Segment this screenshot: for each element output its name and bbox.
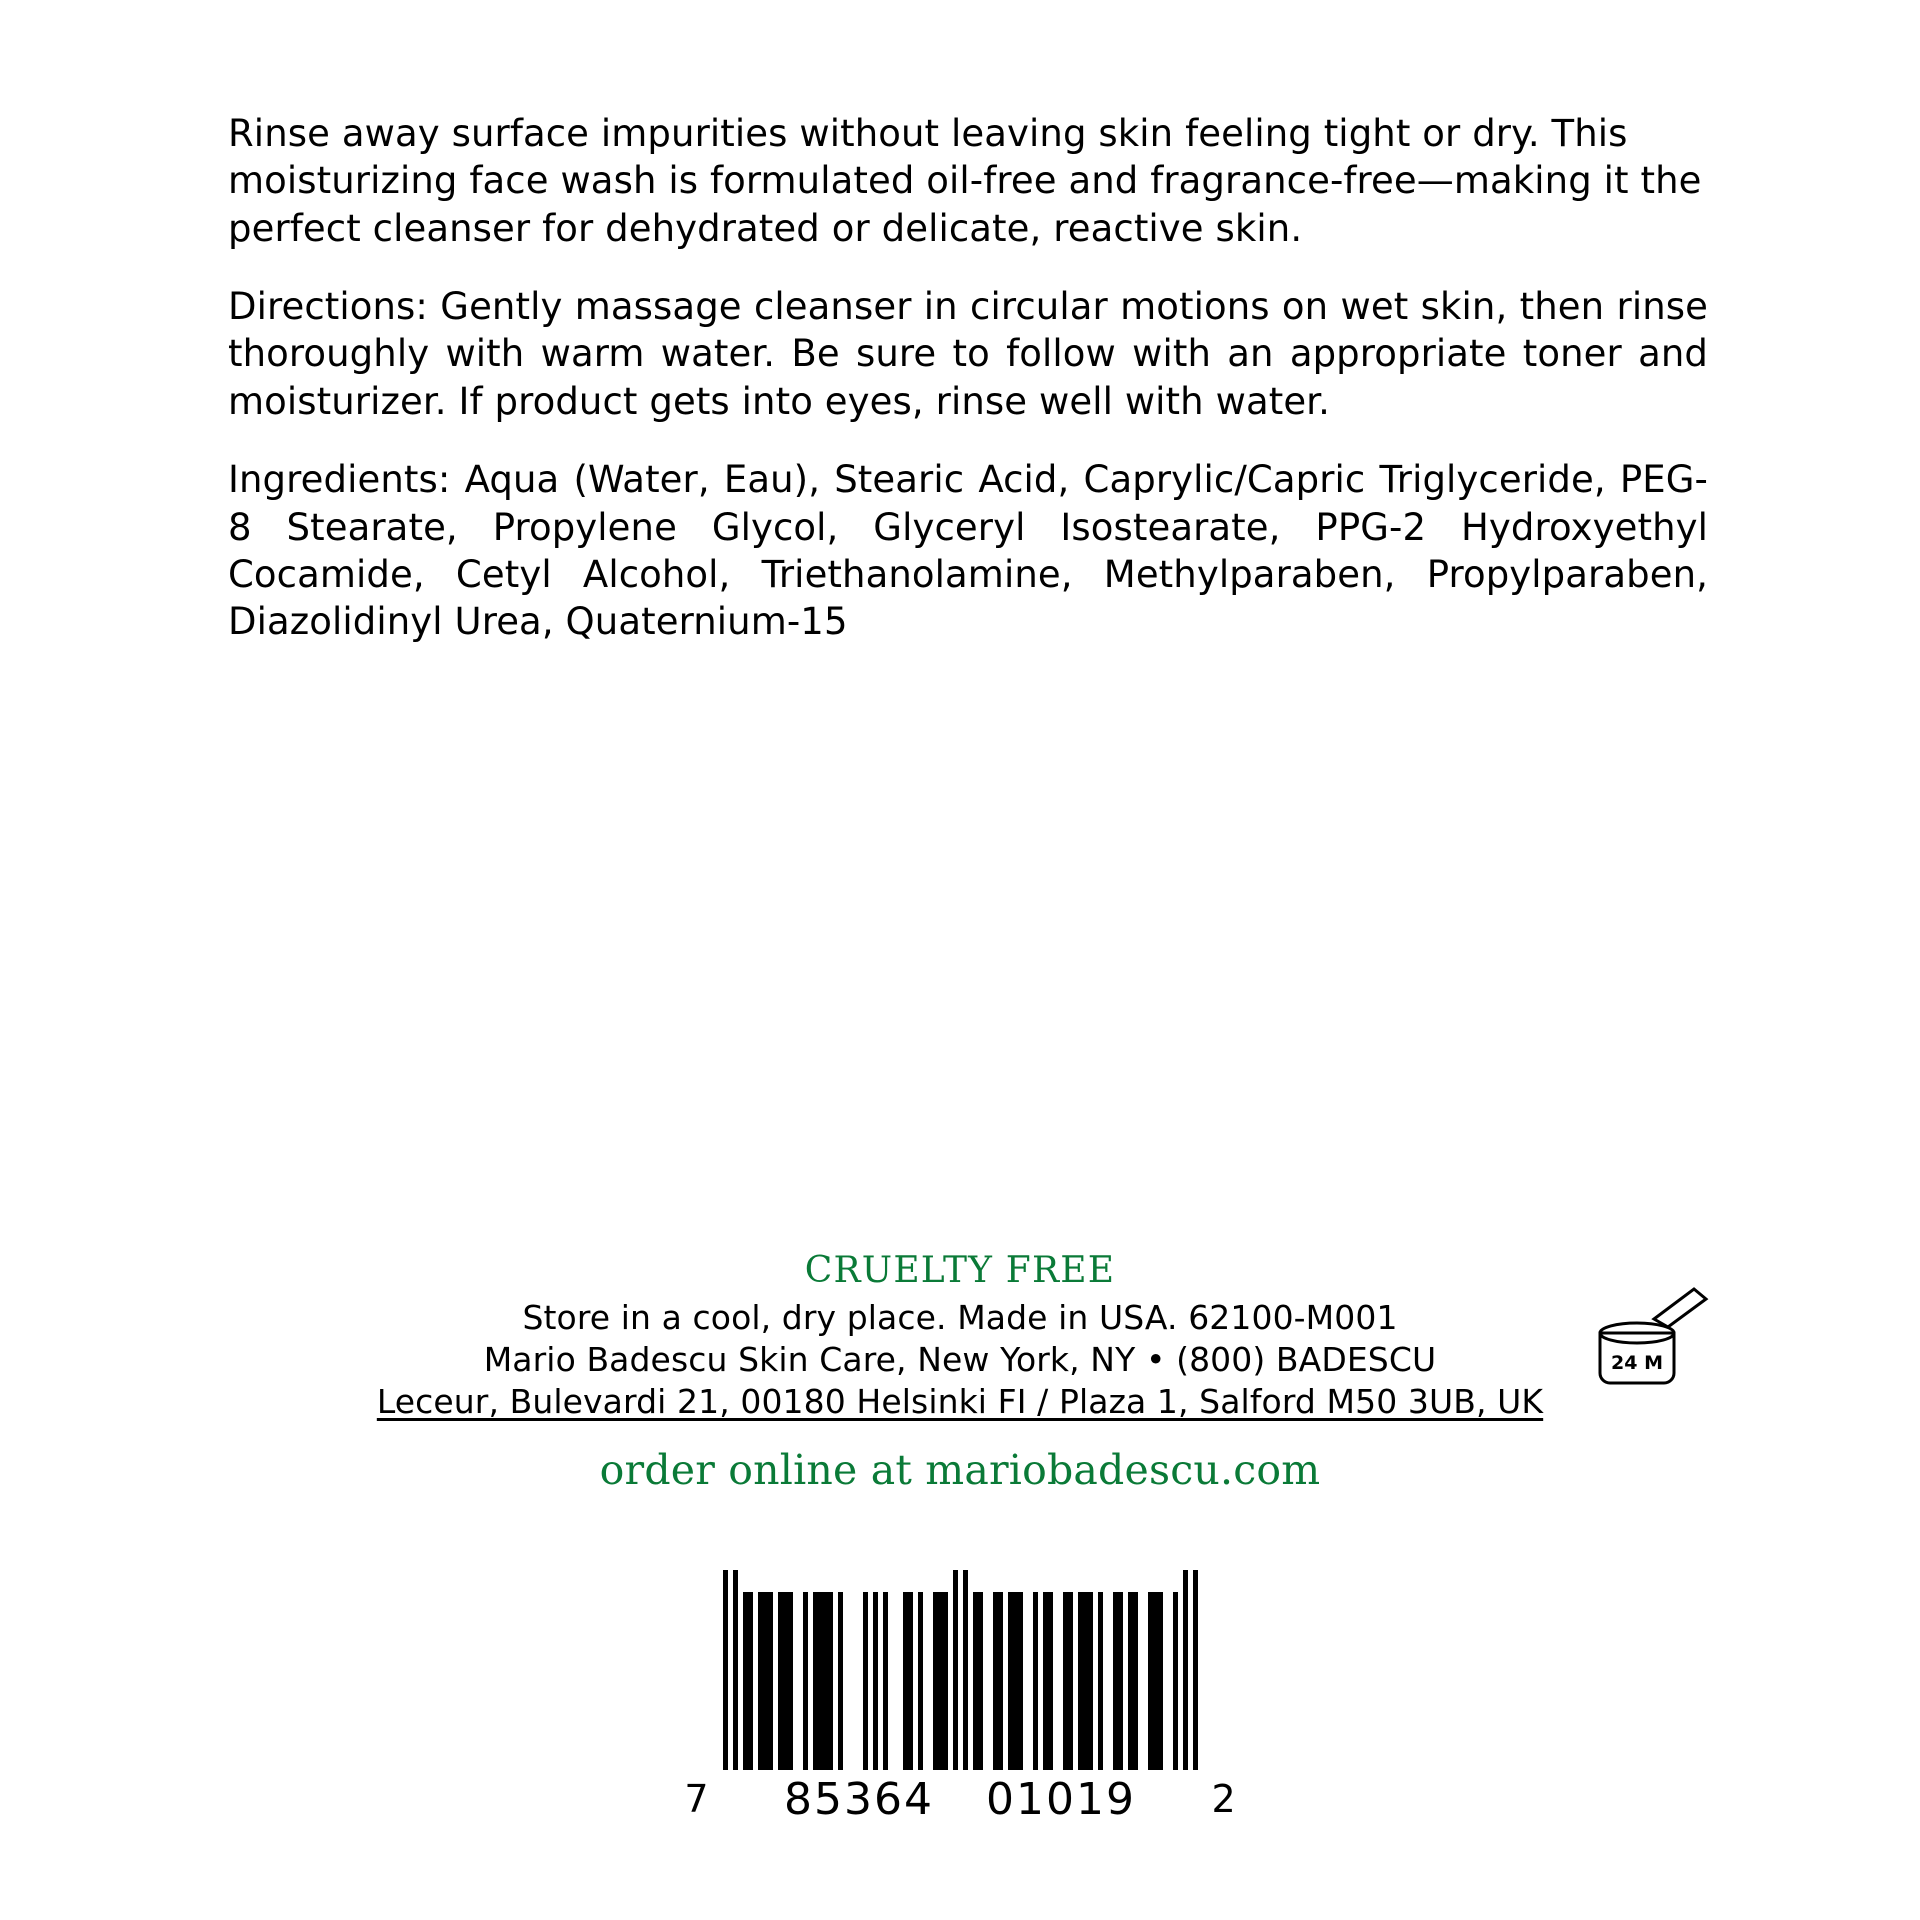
barcode-group-left: 85364 [784, 1774, 934, 1825]
barcode-bar [778, 1592, 793, 1770]
company-line: Mario Badescu Skin Care, New York, NY • (800) BADESCU [483, 1340, 1437, 1380]
barcode-digits [723, 1774, 1198, 1825]
barcode [0, 1570, 1920, 1825]
eu-address-line: Leceur, Bulevardi 21, 00180 Helsinki FI / Plaza 1, Salford M50 3UB, UK [376, 1382, 1544, 1422]
barcode-left-digit: 7 [684, 1777, 709, 1821]
barcode-core [723, 1570, 1198, 1825]
barcode-bar [758, 1592, 773, 1770]
barcode-bar [1193, 1570, 1198, 1770]
pao-label: 24 M [1611, 1352, 1663, 1374]
barcode-space [1023, 1570, 1033, 1770]
ingredients-text: Aqua (Water, Eau), Stearic Acid, Caprylic/Capric Triglyceride, PEG-8 Stearate, Propylene Glycol, Glyceryl Isostearate, PPG-2 Hydroxyethyl Cocamide, Cetyl Alcohol, Triethanolamine, Methylparaben, Propylparaben, Diazolidinyl Urea, Quaternium-15 [228, 458, 1708, 644]
barcode-space [983, 1570, 993, 1770]
barcode-bar [813, 1592, 833, 1770]
order-online-line: order online at mariobadescu.com [599, 1445, 1321, 1494]
barcode-bar [993, 1592, 1003, 1770]
barcode-bar [1008, 1592, 1023, 1770]
barcode-bar [1113, 1592, 1123, 1770]
barcode-space [1163, 1570, 1173, 1770]
directions-text: Gently massage cleanser in circular motions on wet skin, then rinse thoroughly with warm water. Be sure to follow with an appropriate toner and moisturizer. If product gets into eyes, rinse well with water. [228, 285, 1708, 423]
barcode-space [1138, 1570, 1148, 1770]
barcode-bar [1043, 1592, 1053, 1770]
barcode-space [1053, 1570, 1063, 1770]
cruelty-free-badge: CRUELTY FREE [804, 1250, 1116, 1291]
barcode-bar [1078, 1592, 1093, 1770]
barcode-bar [1063, 1592, 1073, 1770]
barcode-space [843, 1570, 863, 1770]
directions-paragraph [228, 283, 1708, 425]
barcode-bar [973, 1592, 983, 1770]
barcode-space [793, 1570, 803, 1770]
ingredients-paragraph [228, 456, 1708, 645]
ingredients-label: Ingredients: [228, 458, 451, 502]
barcode-space [923, 1570, 933, 1770]
barcode-right-digit: 2 [1211, 1777, 1236, 1821]
barcode-group-right: 01019 [986, 1774, 1136, 1825]
period-after-opening-icon [1590, 1285, 1710, 1395]
barcode-bar [1128, 1592, 1138, 1770]
product-copy-block [228, 110, 1708, 646]
directions-label: Directions: [228, 285, 428, 329]
barcode-bar [933, 1592, 948, 1770]
barcode-bar [1148, 1592, 1163, 1770]
barcode-space [1103, 1570, 1113, 1770]
product-description: Rinse away surface impurities without leaving skin feeling tight or dry. This moisturizing face wash is formulated oil-free and fragrance-free—making it the perfect cleanser for dehydrated or delicate, reactive skin. [228, 112, 1702, 250]
barcode-space [888, 1570, 903, 1770]
barcode-bars [723, 1570, 1198, 1770]
barcode-bar [903, 1592, 913, 1770]
storage-line: Store in a cool, dry place. Made in USA. 62100-M001 [522, 1298, 1398, 1337]
barcode-bar [743, 1592, 753, 1770]
